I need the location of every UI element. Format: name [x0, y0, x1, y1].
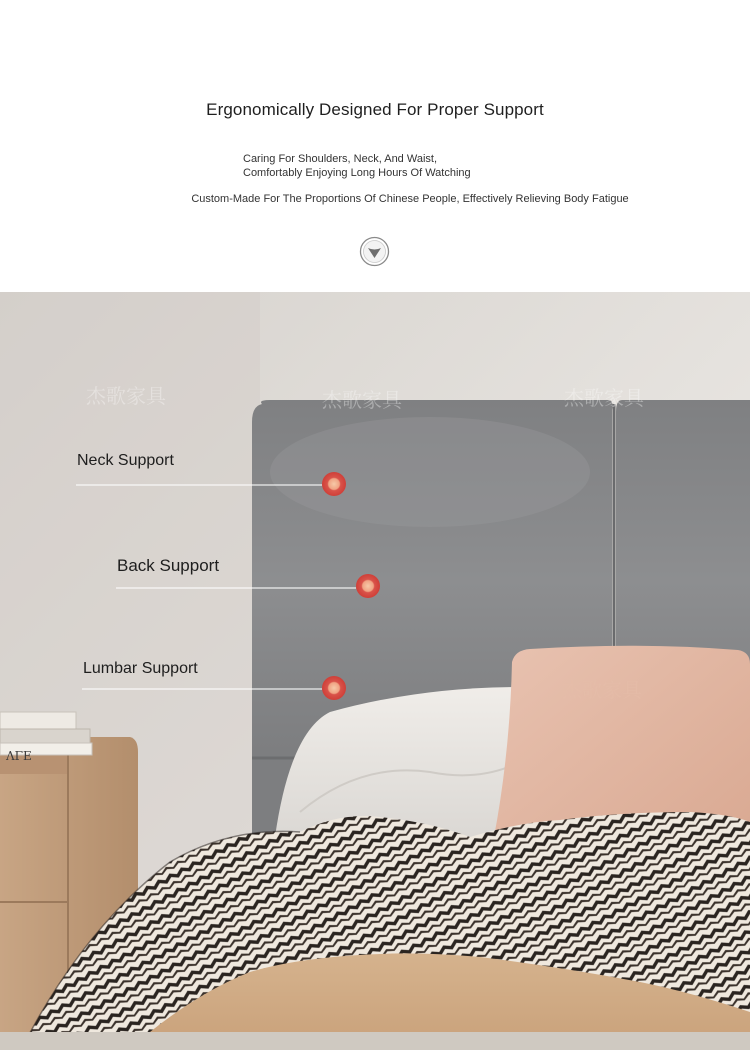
watermark-1: 杰歌家具 — [86, 384, 166, 408]
book-spine-text: ΛΓΕ — [6, 749, 32, 763]
back-support-label: Back Support — [117, 556, 220, 575]
neck-support-marker — [322, 472, 346, 496]
page-title: Ergonomically Designed For Proper Support — [206, 100, 544, 119]
header-section — [0, 0, 750, 292]
subtitle-line-1: Caring For Shoulders, Neck, And Waist, — [243, 153, 438, 165]
subtitle-block — [243, 152, 471, 180]
subtitle-line-3: Custom-Made For The Proportions Of Chinese People, Effectively Relieving Body Fatigue — [191, 193, 629, 205]
back-support-marker — [356, 574, 380, 598]
watermark-3: 杰歌家具 — [564, 386, 644, 410]
watermark-4: 杰歌家具 — [562, 678, 642, 702]
neck-support-label: Neck Support — [77, 452, 174, 469]
lumbar-support-marker — [322, 676, 346, 700]
chevron-down-circle-icon[interactable] — [359, 236, 390, 267]
watermark-2: 杰歌家具 — [322, 388, 402, 412]
subtitle-line-2: Comfortably Enjoying Long Hours Of Watching — [243, 167, 471, 179]
bed-scene — [0, 292, 750, 1050]
lumbar-support-label: Lumbar Support — [83, 660, 198, 677]
